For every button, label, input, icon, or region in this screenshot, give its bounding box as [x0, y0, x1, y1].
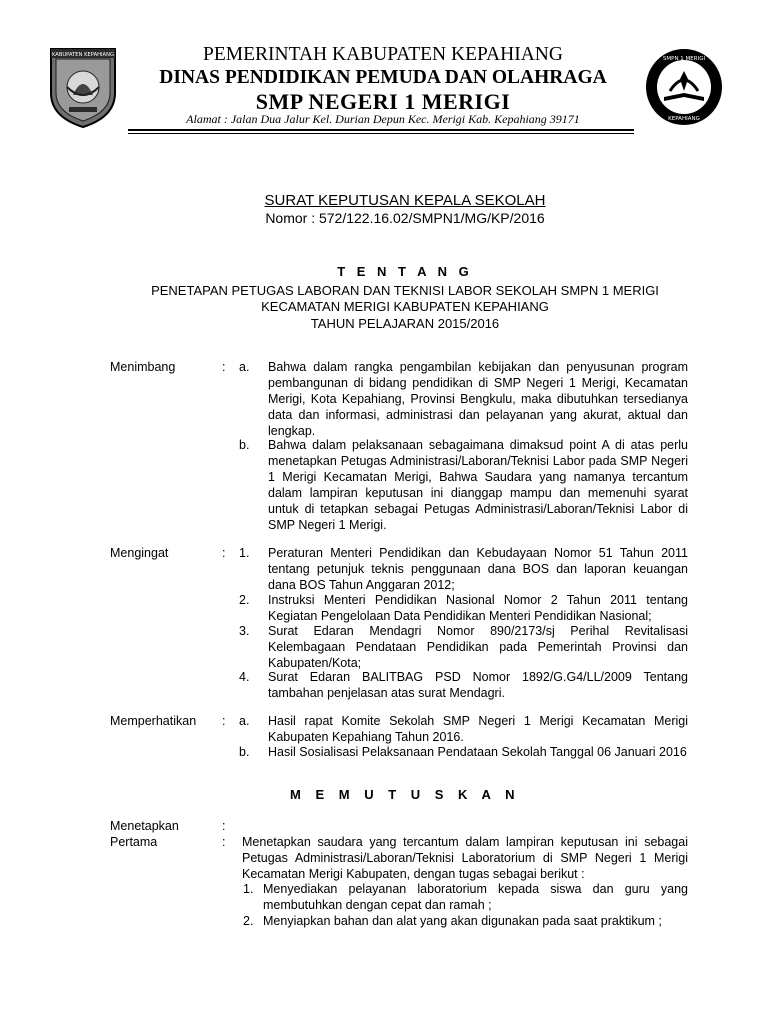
decree-number: Nomor : 572/122.16.02/SMPN1/MG/KP/2016 — [265, 210, 545, 226]
subject-line-1: PENETAPAN PETUGAS LABORAN DAN TEKNISI LABOR SEKOLAH SMPN 1 MERIGI — [151, 283, 659, 298]
task-2-marker: 2. — [243, 914, 254, 928]
tentang-heading: T E N T A N G — [337, 264, 473, 279]
task-1-marker: 1. — [243, 882, 254, 896]
logo-left-text: KABUPATEN KEPAHIANG — [51, 52, 115, 58]
letterhead-government-line: PEMERINTAH KABUPATEN KEPAHIANG — [203, 44, 563, 65]
task-2-text: Menyiapkan bahan dan alat yang akan digunakan pada saat praktikum ; — [263, 914, 662, 928]
school-emblem-logo — [644, 47, 724, 127]
logo-right-bottom-text: KEPAHIANG — [668, 116, 700, 122]
menimbang-item-a-text: Bahwa dalam rangka pengambilan kebijakan dan penyusunan program pembangunan di bidang pendidikan di SMP Negeri 1 Merigi, Kecamatan Merigi, Kota Kepahiang, Provinsi Bengkulu, maka dibutuhkan tersedianya data dan informasi, administrasi dan pelayanan yang akurat, aktual dan lengkap. — [268, 360, 688, 438]
letterhead-rule-thick — [128, 129, 634, 131]
logo-right-top-text: SMPN 1 MERIGI — [662, 56, 706, 62]
menetapkan-label: Menetapkan — [110, 819, 179, 833]
menimbang-item-b-marker: b. — [239, 438, 250, 452]
mengingat-item-2-text: Instruksi Menteri Pendidikan Nasional Nomor 2 Tahun 2011 tentang Kegiatan Pengelolaan Data Pendidikan Menteri Pendidikan Nasional; — [268, 593, 688, 623]
memperhatikan-item-a-text: Hasil rapat Komite Sekolah SMP Negeri 1 Merigi Kecamatan Merigi Kabupaten Kepahiang Tahun 2016. — [268, 714, 688, 744]
letterhead-school-name: SMP NEGERI 1 MERIGI — [255, 89, 511, 114]
memperhatikan-item-b-marker: b. — [239, 745, 250, 759]
mengingat-item-2-marker: 2. — [239, 593, 250, 607]
subject-line-3: TAHUN PELAJARAN 2015/2016 — [310, 316, 500, 331]
task-1-text: Menyediakan pelayanan laboratorium kepada siswa dan guru yang membutuhkan dengan cepat dan ramah ; — [263, 882, 688, 912]
pertama-text: Menetapkan saudara yang tercantum dalam lampiran keputusan ini sebagai Petugas Administrasi/Laboran/Teknisi Laboratorium di SMP Negeri 1 Merigi Kecamatan Merigi Kabupaten, dengan tugas sebagai berikut : — [242, 835, 688, 881]
menetapkan-colon: : — [222, 819, 226, 833]
letterhead-rule-thin — [128, 133, 634, 134]
mengingat-item-3-text: Surat Edaran Mendagri Nomor 890/2173/sj Perihal Revitalisasi Kelembagaan Pendataan Pendidikan pada Pemerintah Provinsi dan Kabupaten/Kota; — [268, 624, 688, 670]
pertama-colon: : — [222, 835, 226, 849]
menimbang-item-a-marker: a. — [239, 360, 250, 374]
mengingat-colon: : — [222, 546, 226, 560]
menimbang-colon: : — [222, 360, 226, 374]
memperhatikan-item-a-marker: a. — [239, 714, 250, 728]
mengingat-item-4-text: Surat Edaran BALITBAG PSD Nomor 1892/G.G4/LL/2009 Tentang tambahan penjelasan atas surat Mendagri. — [268, 670, 688, 700]
subject-line-2: KECAMATAN MERIGI KABUPATEN KEPAHIANG — [261, 299, 549, 314]
pertama-label: Pertama — [110, 835, 158, 849]
mengingat-item-1-text: Peraturan Menteri Pendidikan dan Kebudayaan Nomor 51 Tahun 2011 tentang petunjuk teknis penggunaan dana BOS dan laporan keuangan dana BOS Tahun Anggaran 2012; — [268, 546, 688, 592]
district-emblem-logo — [47, 43, 119, 129]
mengingat-label: Mengingat — [110, 546, 169, 560]
decree-title: SURAT KEPUTUSAN KEPALA SEKOLAH — [264, 192, 546, 209]
mengingat-item-4-marker: 4. — [239, 670, 250, 684]
memperhatikan-colon: : — [222, 714, 226, 728]
memutuskan-heading: M E M U T U S K A N — [290, 787, 520, 802]
menimbang-item-b-text: Bahwa dalam pelaksanaan sebagaimana dimaksud point A di atas perlu menetapkan Petugas Administrasi/Laboran/Teknisi Labor pada SMP Negeri 1 Merigi Kecamatan Merigi, Bahwa Saudara yang namanya tercantum dalam lampiran keputusan ini dianggap mampu dan memenuhi syarat untuk di tetapkan sebagai Petugas Administrasi/Laboran/Teknisi Labor di SMP Negeri 1 Merigi. — [268, 438, 688, 532]
mengingat-item-1-marker: 1. — [239, 546, 250, 560]
memperhatikan-item-b-text: Hasil Sosialisasi Pelaksanaan Pendataan Sekolah Tanggal 06 Januari 2016 — [268, 745, 687, 759]
letterhead-agency-line: DINAS PENDIDIKAN PEMUDA DAN OLAHRAGA — [159, 67, 607, 88]
mengingat-item-3-marker: 3. — [239, 624, 250, 638]
memperhatikan-label: Memperhatikan — [110, 714, 197, 728]
letterhead-address: Alamat : Jalan Dua Jalur Kel. Durian Depun Kec. Merigi Kab. Kepahiang 39171 — [186, 112, 580, 126]
menimbang-label: Menimbang — [110, 360, 176, 374]
